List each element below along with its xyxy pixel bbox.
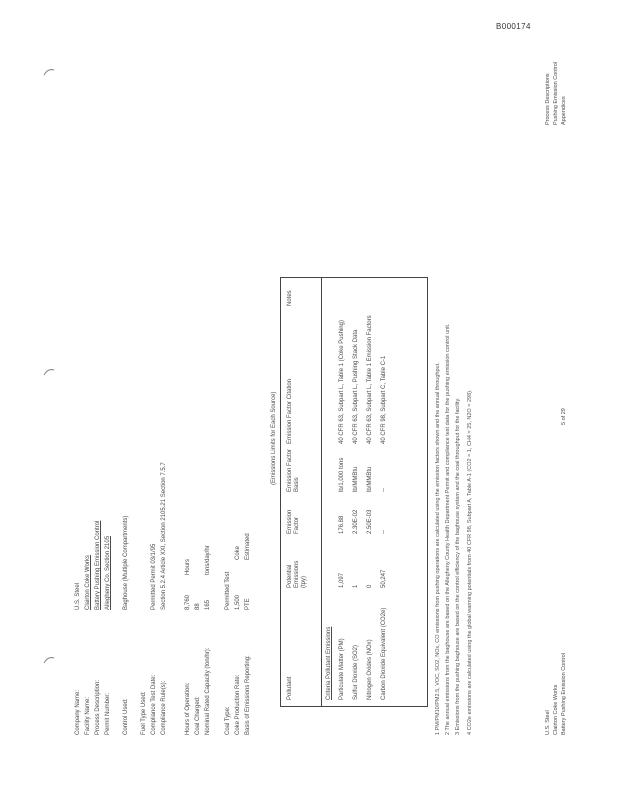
table-cell: 40 CFR 63, Subpart L, Pushing Stack Data	[353, 329, 359, 444]
capacity-value: 165	[205, 599, 211, 610]
control-value: Baghouse (Multiple Compartments)	[123, 515, 129, 610]
table-cell: lb/1,000 tons	[339, 457, 345, 492]
capacity-unit: Hours	[185, 558, 191, 575]
table-header: Potential Emissions (tpy)	[287, 560, 308, 588]
status-label: Coke Production Rate:	[235, 674, 241, 735]
fuel-label: Compliance Rule(s):	[161, 680, 167, 735]
table-cell: Particulate Matter (PM)	[339, 638, 345, 700]
footer-right: Process Descriptions	[545, 73, 551, 125]
table-section-label: Criteria Pollutant Emissions	[326, 626, 332, 700]
table-cell: 176.88	[339, 515, 345, 534]
footer-page-number: 5 of 29	[561, 408, 567, 425]
table-cell: Carbon Dioxide Equivalent (CO2e)	[381, 607, 387, 700]
table-cell: 50,247	[381, 569, 387, 588]
table-cell: Sulfur Dioxide (SO2)	[353, 644, 359, 700]
fuel-value: Permitted Permit 03/1/95	[151, 543, 157, 610]
punch-hole-mark	[42, 367, 60, 377]
status-value: Permitted Test	[225, 571, 231, 610]
header-label: Permit Number:	[105, 692, 111, 735]
table-cell: 2.50E-03	[367, 509, 373, 534]
page-identifier: B000174	[496, 22, 531, 31]
capacity-label: Nominal Rated Capacity (ton/hr):	[205, 647, 211, 735]
table-cell: 40 CFR 63, Subpart L, Table 1 Emission Factors	[367, 315, 373, 444]
table-cell: 1	[353, 584, 359, 588]
header-label: Process Description:	[95, 679, 101, 735]
status-label: Basis of Emissions Reporting:	[245, 655, 251, 735]
status-label: Coal Type:	[225, 706, 231, 735]
table-cell: --	[381, 530, 387, 534]
header-value: Allegheny Co. Section 2105	[105, 535, 111, 610]
table-header: Emission Factor Citation	[287, 378, 293, 444]
table-cell: 1,097	[339, 572, 345, 588]
table-cell: 40 CFR 98, Subpart C, Table C-1	[381, 355, 387, 444]
footer-facility: Clairton Coke Works	[553, 684, 559, 735]
header-value: Clairton Coke Works	[85, 555, 91, 610]
status-unit: Coke	[235, 545, 241, 560]
footnote: 2 The annual emissions from the baghouse are based on the Allegheny County Health Department Permit and compliance test data for the pushing emission control unit.	[445, 323, 451, 735]
table-header: Emission Factor	[287, 509, 301, 534]
footnote: 1 PM/PM10/PM2.5, VOC, SO2, NOx, CO emissions from pushing operations are calculated using the emission factors shown and the annual throughput.	[435, 362, 441, 735]
table-header: Pollutant	[287, 676, 293, 700]
rotated-document	[75, 45, 575, 735]
table-cell: 0	[367, 584, 373, 588]
fuel-label: Fuel Type Used:	[141, 691, 147, 735]
footer-right: Pushing Emission Control	[553, 62, 559, 125]
footnote: 3 Emissions from the pushing baghouse are based on the control efficiency of the baghouse system and the coal throughput for the facility.	[455, 397, 461, 735]
footer-file: Battery Pushing Emission Control	[561, 653, 567, 735]
capacity-label: Coal Charged:	[195, 696, 201, 735]
control-label: Control Used:	[123, 698, 129, 735]
fuel-label: Compliance Test Date:	[151, 674, 157, 735]
status-unit: Estimated	[245, 533, 251, 560]
capacity-value: 8,760	[185, 594, 191, 610]
punch-hole-mark	[42, 655, 60, 665]
capacity-label: Hours of Operation:	[185, 682, 191, 735]
capacity-unit: tons/day/hr	[205, 545, 211, 575]
header-label: Facility Name:	[85, 696, 91, 735]
table-rule	[321, 278, 322, 706]
punch-hole-mark	[42, 67, 60, 77]
table-group-label: (Emissions Limits for Each Source)	[271, 391, 277, 485]
table-cell: --	[381, 488, 387, 492]
table-cell: 2.30E-02	[353, 509, 359, 534]
status-value: PTE	[245, 598, 251, 610]
table-header: Emission Factor Basis	[287, 448, 301, 492]
fuel-value: Section 5.2.4 Article XXI, Section 2105.21 Section 7.5.7	[161, 462, 167, 610]
table-cell: 40 CFR 63, Subpart L, Table 1 (Coke Pushing)	[339, 320, 345, 444]
header-label: Company Name:	[75, 689, 81, 735]
header-value: U.S. Steel	[75, 582, 81, 610]
footer-company: U.S. Steel	[545, 710, 551, 735]
table-cell: lb/MMBtu	[353, 466, 359, 492]
table-header: Notes	[287, 290, 293, 306]
header-value: Battery Pushing Emission Control	[95, 520, 101, 610]
footnote: 4 CO2e emissions are calculated using the global warming potentials from 40 CFR 98, Subpart A, Table A-1 (CO2 = 1, CH4 = 25, N2O = 298).	[467, 389, 473, 735]
table-cell: Nitrogen Oxides (NOx)	[367, 639, 373, 700]
capacity-value: 88	[195, 603, 201, 610]
emissions-table	[280, 277, 428, 707]
footer-right: Appendices	[561, 96, 567, 125]
table-cell: lb/MMBtu	[367, 466, 373, 492]
status-value: 1,500	[235, 594, 241, 610]
